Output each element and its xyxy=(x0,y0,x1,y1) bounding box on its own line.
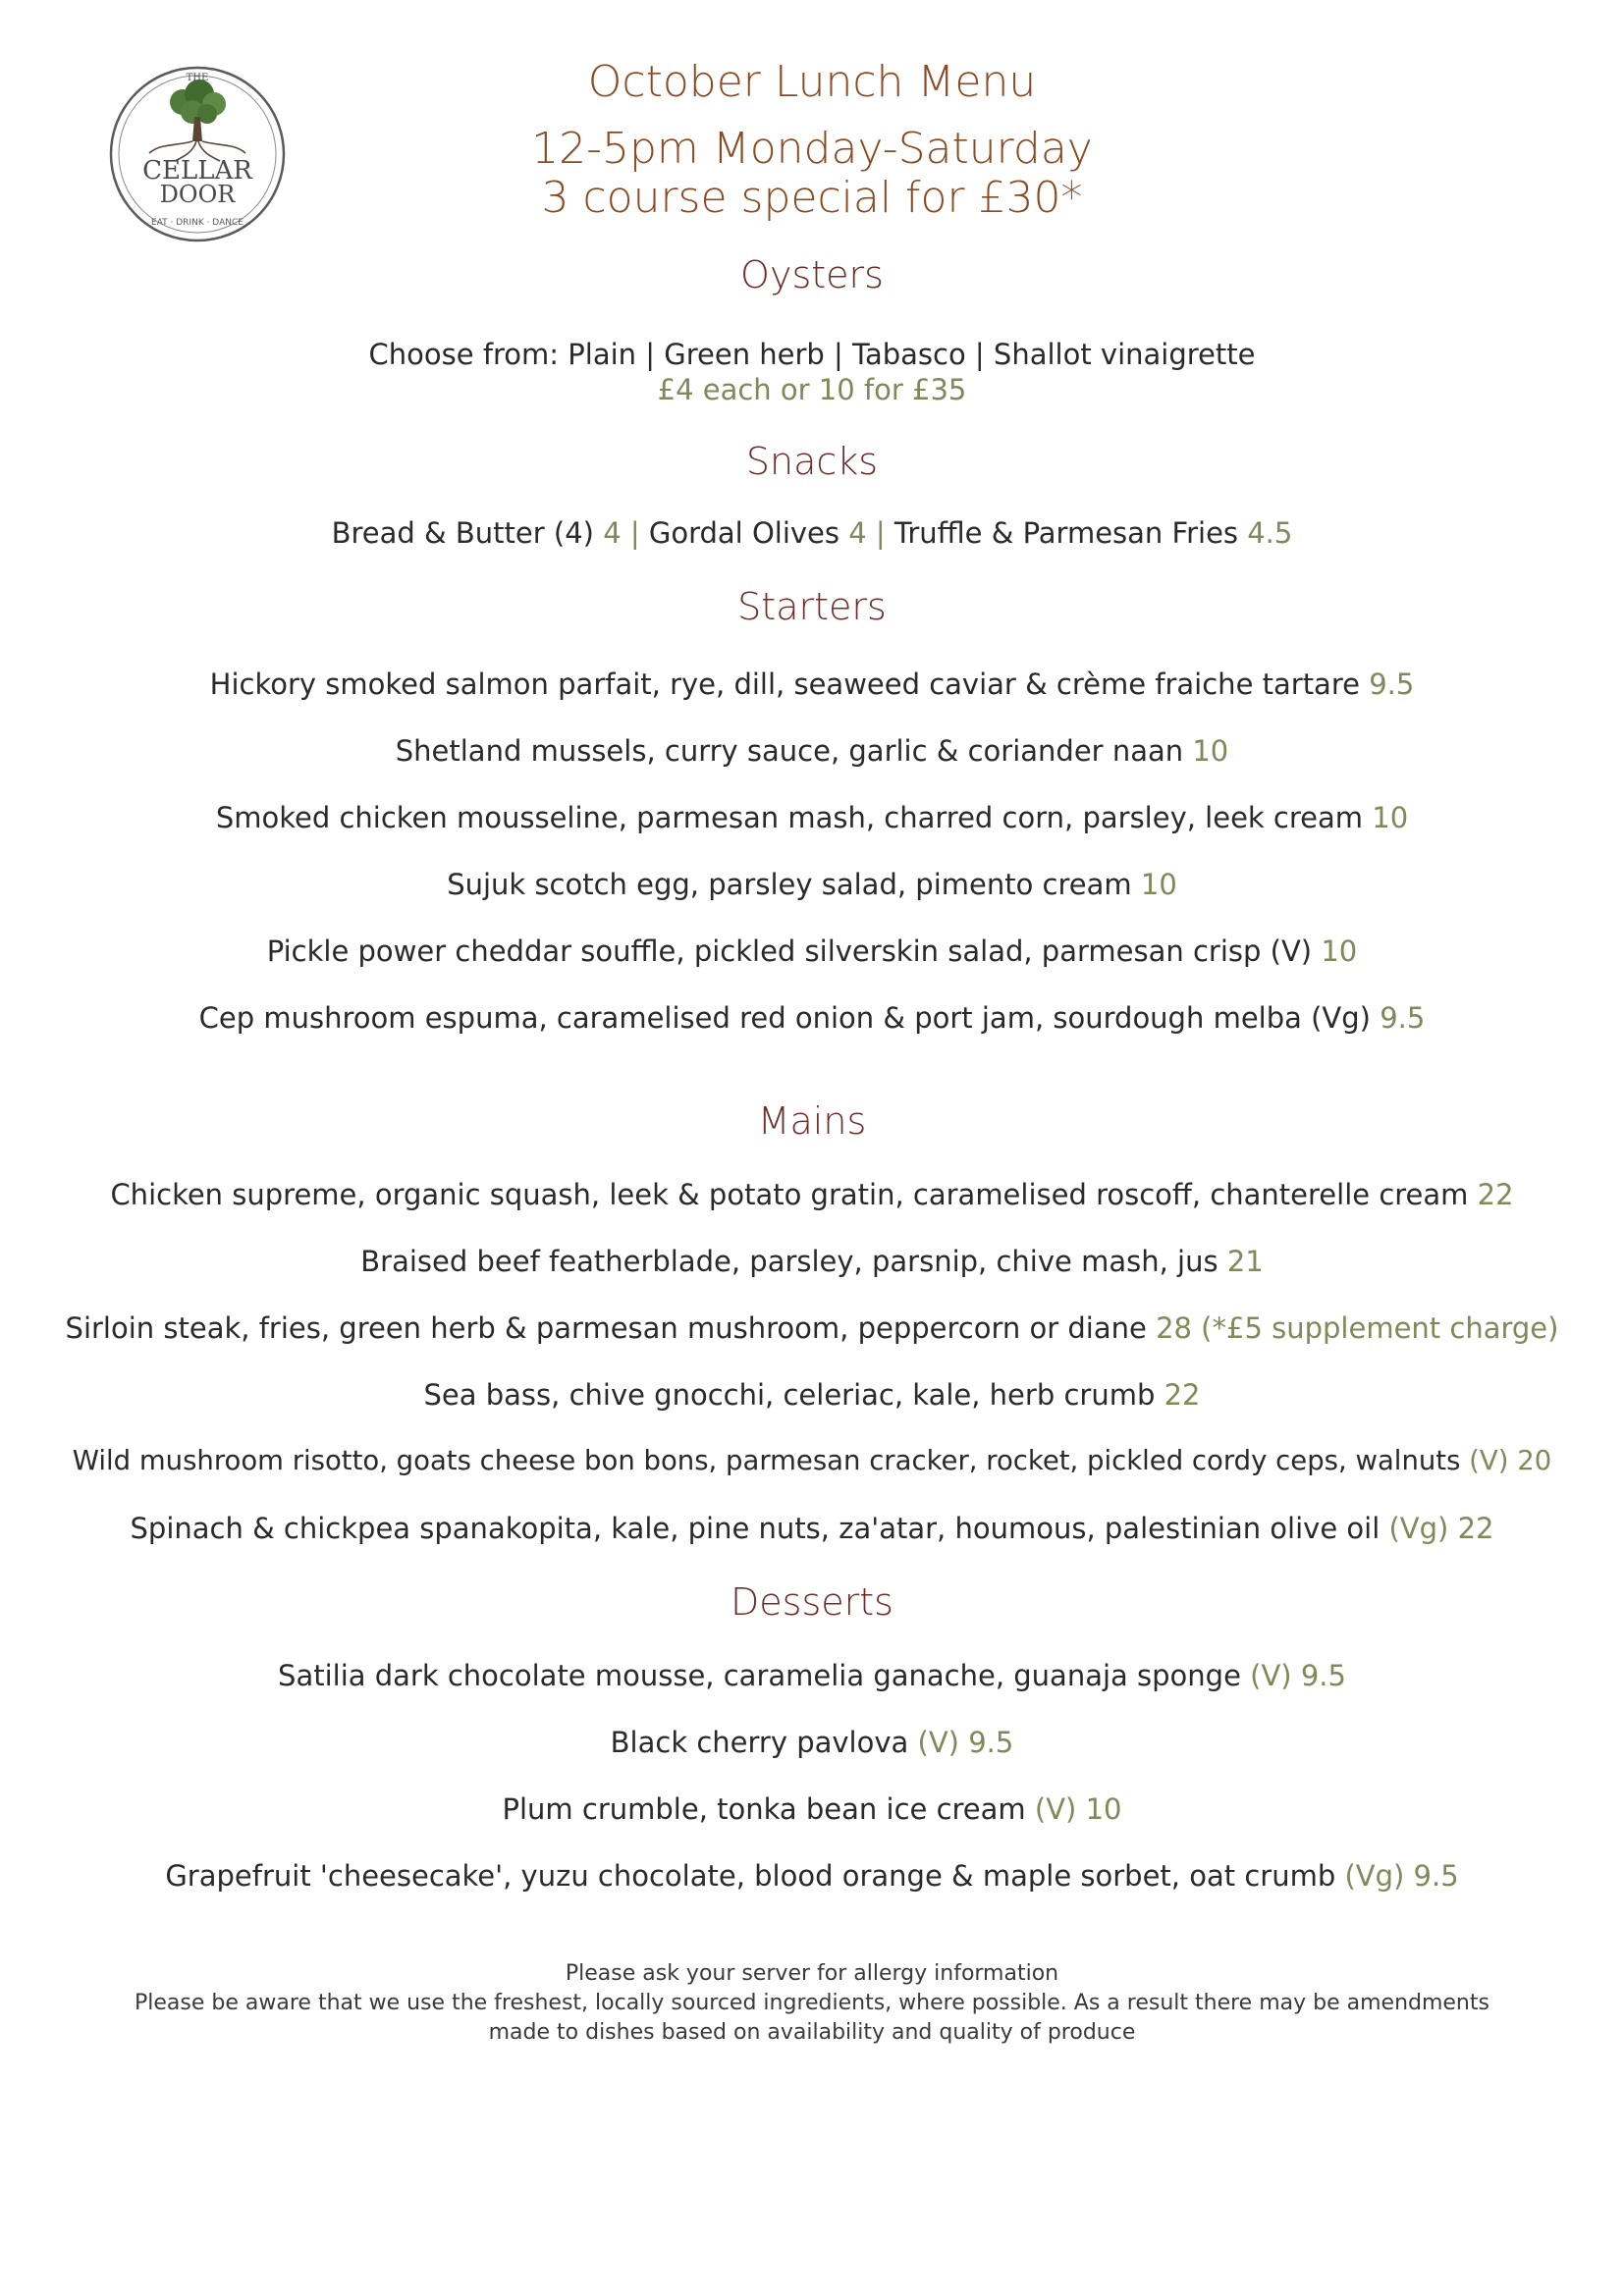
menu-special: 3 course special for £30* xyxy=(541,173,1083,223)
item-price: 10 xyxy=(1192,734,1229,768)
item-name: Grapefruit 'cheesecake', yuzu chocolate, blood orange & maple sorbet, oat crumb xyxy=(165,1859,1336,1893)
dessert-item xyxy=(0,1659,1624,1692)
item-name: Cep mushroom espuma, caramelised red onion & port jam, sourdough melba (Vg) xyxy=(198,1001,1371,1035)
snack-price: 4 xyxy=(848,516,867,550)
item-price: 10 xyxy=(1321,934,1358,968)
item-diet: (V) xyxy=(1469,1445,1509,1476)
svg-text:THE: THE xyxy=(186,73,209,83)
starter-item xyxy=(0,734,1624,768)
item-price: 10 xyxy=(1140,868,1177,901)
main-item xyxy=(0,1178,1624,1211)
allergy-note: Please ask your server for allergy information xyxy=(565,1961,1059,1986)
snacks-line xyxy=(0,516,1624,550)
item-price: 9.5 xyxy=(1413,1859,1459,1893)
item-name: Sirloin steak, fries, green herb & parmesan mushroom, peppercorn or diane xyxy=(65,1311,1147,1345)
item-diet: (V) xyxy=(1250,1659,1292,1692)
item-price: 22 xyxy=(1457,1512,1494,1545)
sourcing-note: Please be aware that we use the freshest, locally sourced ingredients, where possible. As a result there may be amendments xyxy=(135,1991,1489,2015)
item-price: 22 xyxy=(1164,1378,1201,1412)
starter-item xyxy=(0,868,1624,901)
item-name: Chicken supreme, organic squash, leek & potato gratin, caramelised roscoff, chanterelle cream xyxy=(110,1178,1469,1211)
item-name: Wild mushroom risotto, goats cheese bon bons, parmesan cracker, rocket, pickled cordy ceps, walnuts xyxy=(72,1445,1461,1476)
menu-hours: 12-5pm Monday-Saturday xyxy=(531,124,1093,174)
item-name: Sea bass, chive gnocchi, celeriac, kale, herb crumb xyxy=(423,1378,1156,1412)
item-name: Black cherry pavlova xyxy=(610,1726,909,1759)
item-price: 21 xyxy=(1226,1245,1264,1278)
starter-item xyxy=(0,934,1624,968)
item-diet: (Vg) xyxy=(1344,1859,1405,1893)
starter-item xyxy=(0,801,1624,834)
item-name: Satilia dark chocolate mousse, caramelia ganache, guanaja sponge xyxy=(278,1659,1241,1692)
snack-separator: | xyxy=(875,516,886,550)
section-heading-oysters: Oysters xyxy=(740,253,884,296)
svg-text:CELLAR: CELLAR xyxy=(142,156,252,186)
svg-text:EAT · DRINK · DANCE: EAT · DRINK · DANCE xyxy=(151,218,244,228)
snack-name: Gordal Olives xyxy=(648,516,839,550)
sourcing-note-continued: made to dishes based on availability and quality of produce xyxy=(488,2020,1136,2045)
svg-text:DOOR: DOOR xyxy=(159,181,236,208)
dessert-item xyxy=(0,1792,1624,1826)
item-name: Shetland mussels, curry sauce, garlic & coriander naan xyxy=(395,734,1184,768)
item-price: 10 xyxy=(1372,801,1409,834)
starter-item xyxy=(0,667,1624,701)
item-name: Plum crumble, tonka bean ice cream xyxy=(502,1792,1026,1826)
item-name: Sujuk scotch egg, parsley salad, pimento cream xyxy=(447,868,1132,901)
item-price: 10 xyxy=(1085,1792,1122,1826)
item-price: 20 xyxy=(1517,1445,1552,1476)
section-heading-desserts: Desserts xyxy=(731,1580,893,1624)
snack-name: Truffle & Parmesan Fries xyxy=(893,516,1239,550)
item-name: Spinach & chickpea spanakopita, kale, pine nuts, za'atar, houmous, palestinian olive oil xyxy=(130,1512,1380,1545)
snack-price: 4.5 xyxy=(1247,516,1293,550)
item-price: 22 xyxy=(1477,1178,1514,1211)
snack-name: Bread & Butter (4) xyxy=(331,516,594,550)
starter-item xyxy=(0,1001,1624,1035)
main-item xyxy=(0,1378,1624,1412)
item-price: 9.5 xyxy=(1369,667,1415,701)
item-name: Pickle power cheddar souffle, pickled silverskin salad, parmesan crisp (V) xyxy=(266,934,1313,968)
item-price: 9.5 xyxy=(1300,1659,1346,1692)
main-item xyxy=(0,1311,1624,1345)
oysters-price: £4 each or 10 for £35 xyxy=(657,373,967,406)
item-name: Braised beef featherblade, parsley, parsnip, chive mash, jus xyxy=(360,1245,1218,1278)
main-item xyxy=(0,1512,1624,1545)
snack-separator: | xyxy=(629,516,640,550)
item-price: 9.5 xyxy=(968,1726,1014,1759)
main-item xyxy=(0,1445,1624,1476)
item-name: Smoked chicken mousseline, parmesan mash, charred corn, parsley, leek cream xyxy=(215,801,1364,834)
section-heading-snacks: Snacks xyxy=(745,440,879,483)
section-heading-starters: Starters xyxy=(737,585,887,628)
item-diet: (V) xyxy=(1034,1792,1077,1826)
main-item xyxy=(0,1245,1624,1278)
section-heading-mains: Mains xyxy=(757,1099,867,1143)
item-price: 28 (*£5 supplement charge) xyxy=(1156,1311,1559,1345)
snack-price: 4 xyxy=(603,516,622,550)
item-diet: (V) xyxy=(917,1726,959,1759)
dessert-item xyxy=(0,1859,1624,1893)
item-name: Hickory smoked salmon parfait, rye, dill, seaweed caviar & crème fraiche tartare xyxy=(209,667,1360,701)
dessert-item xyxy=(0,1726,1624,1759)
item-diet: (Vg) xyxy=(1388,1512,1449,1545)
menu-title: October Lunch Menu xyxy=(587,57,1037,107)
oysters-options: Choose from: Plain | Green herb | Tabasco | Shallot vinaigrette xyxy=(368,338,1256,371)
item-price: 9.5 xyxy=(1380,1001,1426,1035)
